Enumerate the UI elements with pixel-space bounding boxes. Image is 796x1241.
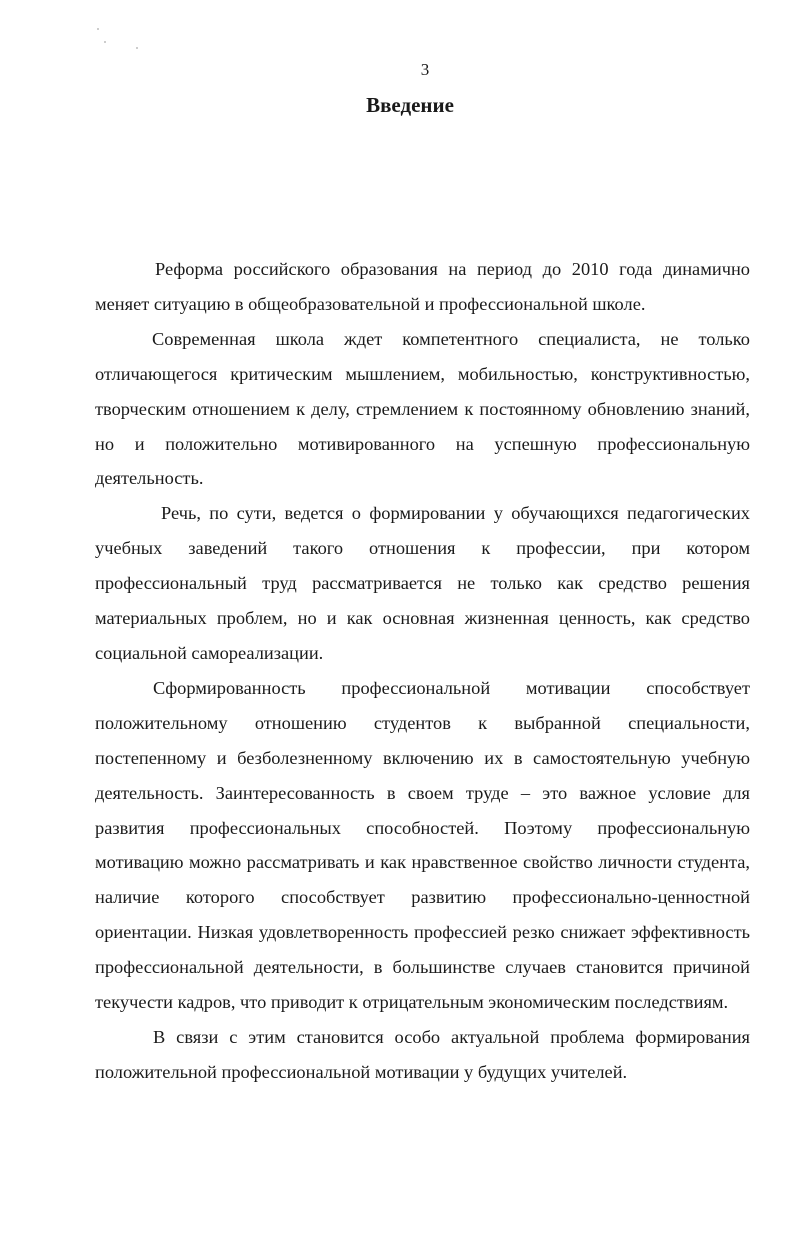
paragraph-2: Современная школа ждет компетентного специалиста, не только отличающегося критическим мышлением, мобильностью, конструктивностью, творческим отношением к делу, стремлением к постоянному обновлению знаний, но и положительно мотивированного на успешную профессиональную деятельность.	[95, 328, 750, 489]
page-title: Введение	[366, 93, 454, 117]
page-number: 3	[420, 60, 430, 79]
scan-artifact	[136, 47, 138, 49]
body-text	[95, 252, 750, 1090]
paragraph-4: Сформированность профессиональной мотивации способствует положительному отношению студентов к выбранной специальности, постепенному и безболезненному включению их в самостоятельную учебную деятельность. Заинтересованность в своем труде – это важное условие для развития профессиональных способностей. Поэтому профессиональную мотивацию можно рассматривать и как нравственное свойство личности студента, наличие которого способствует развитию профессионально-ценностной ориентации. Низкая удовлетворенность профессией резко снижает эффективность профессиональной деятельности, в большинстве случаев становится причиной текучести кадров, что приводит к отрицательным экономическим последствиям.	[95, 677, 750, 1013]
scan-artifact	[97, 28, 99, 30]
paragraph-1: Реформа российского образования на период до 2010 года динамично меняет ситуацию в общеобразовательной и профессиональной школе.	[95, 259, 750, 314]
scan-artifact	[104, 41, 106, 43]
paragraph-5: В связи с этим становится особо актуальной проблема формирования положительной профессиональной мотивации у будущих учителей.	[95, 1026, 750, 1082]
paragraph-3: Речь, по сути, ведется о формировании у обучающихся педагогических учебных заведений такого отношения к профессии, при котором профессиональный труд рассматривается не только как средство решения материальных проблем, но и как основная жизненная ценность, как средство социальной самореализации.	[95, 503, 750, 663]
